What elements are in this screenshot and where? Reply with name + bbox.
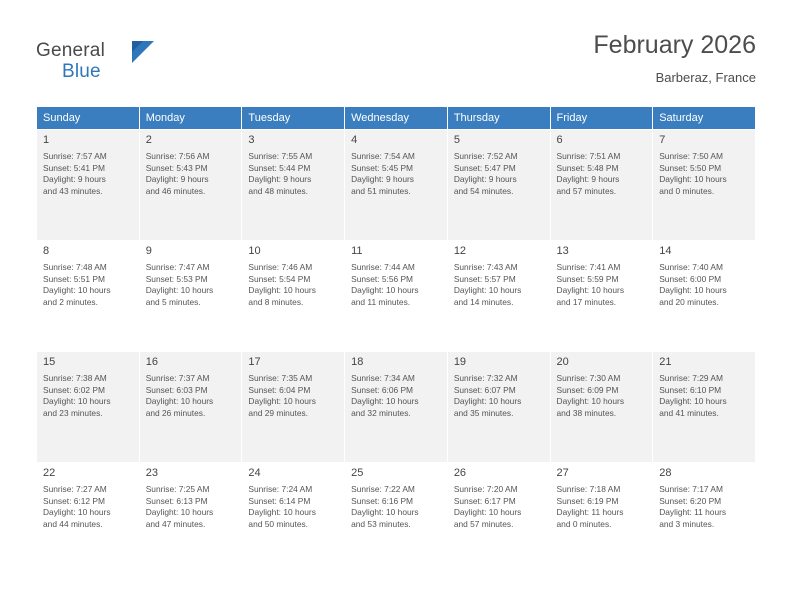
weekday-header-sunday: Sunday [37, 107, 140, 130]
sunset-text: Sunset: 6:20 PM [659, 495, 722, 506]
sunset-text: Sunset: 5:57 PM [453, 273, 516, 284]
weekday-header-tuesday: Tuesday [242, 107, 345, 130]
daylight-text-line2: and 32 minutes. [351, 407, 411, 418]
sunset-text: Sunset: 5:47 PM [453, 162, 516, 173]
day-number: 4 [351, 134, 358, 146]
day-cell [37, 130, 140, 241]
sunset-text: Sunset: 6:09 PM [556, 384, 619, 395]
day-cell [345, 352, 448, 463]
day-number: 3 [248, 134, 255, 146]
daylight-text-line1: Daylight: 10 hours [145, 285, 214, 296]
sunset-text: Sunset: 6:06 PM [351, 384, 414, 395]
daylight-text-line2: and 17 minutes. [556, 296, 617, 307]
daylight-text-line1: Daylight: 10 hours [248, 507, 316, 518]
day-number: 11 [351, 245, 363, 257]
daylight-text-line2: and 41 minutes. [659, 407, 719, 418]
weekday-header-thursday: Thursday [447, 107, 550, 130]
day-details [248, 151, 338, 197]
daylight-text-line2: and 0 minutes. [659, 185, 715, 196]
daylight-text-line2: and 23 minutes. [43, 407, 103, 418]
sunset-text: Sunset: 6:17 PM [453, 495, 516, 506]
day-cell [139, 352, 242, 463]
sunrise-text: Sunrise: 7:46 AM [248, 262, 313, 272]
daylight-text-line1: Daylight: 10 hours [145, 396, 214, 407]
day-details [43, 373, 133, 419]
day-details [43, 262, 133, 308]
daylight-text-line2: and 48 minutes. [248, 185, 309, 196]
sunrise-text: Sunrise: 7:54 AM [351, 151, 415, 161]
day-details [557, 373, 647, 419]
day-cell [653, 130, 756, 241]
sunset-text: Sunset: 5:54 PM [248, 273, 311, 284]
day-number: 13 [556, 245, 569, 257]
sunrise-text: Sunrise: 7:41 AM [556, 262, 621, 272]
sunrise-text: Sunrise: 7:51 AM [556, 151, 621, 161]
calendar-week-row [37, 352, 756, 463]
day-details [248, 262, 338, 308]
day-cell [345, 241, 448, 352]
sunrise-text: Sunrise: 7:22 AM [351, 484, 415, 494]
logo-triangle-dark-icon [132, 41, 143, 52]
daylight-text-line1: Daylight: 10 hours [453, 396, 522, 407]
title-block [593, 30, 756, 85]
daylight-text-line2: and 51 minutes. [351, 185, 411, 196]
day-details [557, 151, 647, 197]
location-subtitle: Barberaz, France [655, 70, 756, 85]
day-number: 9 [145, 245, 152, 257]
day-details [351, 151, 441, 197]
daylight-text-line1: Daylight: 9 hours [556, 174, 620, 185]
day-number: 20 [556, 356, 569, 368]
day-details [248, 484, 338, 530]
sunset-text: Sunset: 6:16 PM [351, 495, 414, 506]
sunset-text: Sunset: 6:19 PM [556, 495, 619, 506]
day-details [454, 484, 544, 530]
day-cell [37, 352, 140, 463]
sunset-text: Sunset: 6:02 PM [43, 384, 105, 395]
day-number: 23 [145, 467, 158, 479]
daylight-text-line2: and 20 minutes. [659, 296, 719, 307]
day-number: 22 [43, 467, 56, 479]
sunrise-text: Sunrise: 7:25 AM [145, 484, 210, 494]
day-cell [242, 130, 345, 241]
day-number: 25 [351, 467, 364, 479]
page-title: February 2026 [593, 31, 756, 59]
sunset-text: Sunset: 6:04 PM [248, 384, 311, 395]
daylight-text-line2: and 3 minutes. [659, 518, 715, 529]
daylight-text-line1: Daylight: 10 hours [556, 285, 625, 296]
daylight-text-line2: and 44 minutes. [43, 518, 103, 529]
day-details [557, 484, 647, 530]
weekday-header-saturday: Saturday [653, 107, 756, 130]
sunset-text: Sunset: 5:44 PM [248, 162, 311, 173]
daylight-text-line2: and 54 minutes. [453, 185, 514, 196]
day-details [659, 484, 749, 530]
sunset-text: Sunset: 6:00 PM [659, 273, 722, 284]
sunrise-text: Sunrise: 7:44 AM [351, 262, 415, 272]
weekday-header-wednesday: Wednesday [345, 107, 448, 130]
day-details [454, 262, 544, 308]
day-details [43, 151, 133, 197]
daylight-text-line1: Daylight: 10 hours [248, 285, 316, 296]
day-number: 5 [453, 134, 460, 146]
daylight-text-line1: Daylight: 10 hours [556, 396, 625, 407]
day-number: 19 [453, 356, 467, 368]
sunrise-text: Sunrise: 7:27 AM [43, 484, 107, 494]
daylight-text-line1: Daylight: 10 hours [351, 507, 419, 518]
day-details [659, 373, 749, 419]
sunset-text: Sunset: 6:03 PM [145, 384, 208, 395]
daylight-text-line2: and 2 minutes. [43, 296, 98, 307]
sunrise-text: Sunrise: 7:18 AM [556, 484, 621, 494]
daylight-text-line1: Daylight: 10 hours [43, 396, 111, 407]
calendar-week-row [37, 241, 756, 352]
sunrise-text: Sunrise: 7:48 AM [43, 262, 107, 272]
page-header [36, 30, 756, 92]
daylight-text-line1: Daylight: 10 hours [659, 285, 727, 296]
day-cell [37, 241, 140, 352]
sunset-text: Sunset: 5:45 PM [351, 162, 414, 173]
daylight-text-line2: and 57 minutes. [556, 185, 617, 196]
calendar-week-row [37, 463, 756, 574]
sunset-text: Sunset: 6:07 PM [453, 384, 516, 395]
sunset-text: Sunset: 5:53 PM [145, 273, 208, 284]
daylight-text-line2: and 50 minutes. [248, 518, 309, 529]
sunrise-text: Sunrise: 7:56 AM [145, 151, 210, 161]
day-details [557, 262, 647, 308]
daylight-text-line2: and 29 minutes. [248, 407, 309, 418]
day-cell [242, 463, 345, 574]
sunset-text: Sunset: 6:14 PM [248, 495, 311, 506]
daylight-text-line2: and 35 minutes. [453, 407, 514, 418]
daylight-text-line1: Daylight: 10 hours [659, 396, 727, 407]
day-number: 24 [248, 467, 261, 479]
day-details [146, 373, 236, 419]
day-cell [242, 241, 345, 352]
calendar-week-row [37, 130, 756, 241]
sunrise-text: Sunrise: 7:24 AM [248, 484, 313, 494]
day-cell [345, 130, 448, 241]
day-cell [242, 352, 345, 463]
daylight-text-line2: and 57 minutes. [453, 518, 514, 529]
day-number: 12 [453, 245, 467, 257]
daylight-text-line1: Daylight: 10 hours [145, 507, 214, 518]
day-number: 15 [43, 356, 56, 368]
sunset-text: Sunset: 6:10 PM [659, 384, 722, 395]
day-cell [139, 463, 242, 574]
day-number: 26 [453, 467, 467, 479]
daylight-text-line1: Daylight: 10 hours [351, 396, 419, 407]
daylight-text-line2: and 8 minutes. [248, 296, 304, 307]
weekday-header-monday: Monday [139, 107, 242, 130]
calendar-header-row [37, 107, 756, 130]
daylight-text-line2: and 11 minutes. [351, 296, 411, 307]
daylight-text-line1: Daylight: 10 hours [453, 285, 522, 296]
day-cell [139, 241, 242, 352]
day-number: 21 [659, 356, 672, 368]
day-details [248, 373, 338, 419]
day-details [454, 151, 544, 197]
sunset-text: Sunset: 5:48 PM [556, 162, 619, 173]
daylight-text-line2: and 46 minutes. [145, 185, 206, 196]
sunset-text: Sunset: 6:12 PM [43, 495, 105, 506]
day-cell [447, 463, 550, 574]
daylight-text-line2: and 0 minutes. [556, 518, 612, 529]
daylight-text-line2: and 47 minutes. [145, 518, 206, 529]
day-cell [550, 463, 653, 574]
sunrise-text: Sunrise: 7:55 AM [248, 151, 313, 161]
sunrise-text: Sunrise: 7:52 AM [453, 151, 518, 161]
sunrise-text: Sunrise: 7:29 AM [659, 373, 723, 383]
day-cell [447, 241, 550, 352]
daylight-text-line1: Daylight: 9 hours [43, 174, 106, 185]
day-cell [37, 463, 140, 574]
daylight-text-line1: Daylight: 10 hours [453, 507, 522, 518]
logo [36, 40, 176, 90]
day-cell [550, 130, 653, 241]
day-number: 18 [351, 356, 364, 368]
day-number: 2 [145, 134, 152, 146]
day-number: 10 [248, 245, 261, 257]
daylight-text-line1: Daylight: 11 hours [659, 507, 727, 518]
daylight-text-line1: Daylight: 9 hours [248, 174, 312, 185]
sunrise-text: Sunrise: 7:35 AM [248, 373, 313, 383]
logo-text-general: General [36, 40, 105, 61]
sunrise-text: Sunrise: 7:20 AM [453, 484, 518, 494]
day-details [351, 484, 441, 530]
day-number: 17 [248, 356, 261, 368]
daylight-text-line1: Daylight: 9 hours [145, 174, 209, 185]
sunrise-text: Sunrise: 7:57 AM [43, 151, 107, 161]
day-cell [139, 130, 242, 241]
day-number: 28 [659, 467, 672, 479]
day-details [146, 262, 236, 308]
daylight-text-line1: Daylight: 11 hours [556, 507, 624, 518]
daylight-text-line2: and 14 minutes. [453, 296, 514, 307]
day-number: 27 [556, 467, 569, 479]
daylight-text-line2: and 26 minutes. [145, 407, 206, 418]
daylight-text-line2: and 5 minutes. [145, 296, 201, 307]
day-number: 6 [556, 134, 563, 146]
sunrise-text: Sunrise: 7:32 AM [453, 373, 518, 383]
sunset-text: Sunset: 5:50 PM [659, 162, 722, 173]
day-details [146, 151, 236, 197]
day-number: 7 [659, 134, 666, 146]
day-cell [653, 463, 756, 574]
day-number: 8 [43, 245, 50, 257]
day-cell [447, 352, 550, 463]
day-cell [550, 352, 653, 463]
day-details [659, 151, 749, 197]
weekday-header-friday: Friday [550, 107, 653, 130]
day-cell [550, 241, 653, 352]
day-details [43, 484, 133, 530]
day-number: 14 [659, 245, 672, 257]
day-number: 16 [145, 356, 158, 368]
sunrise-text: Sunrise: 7:37 AM [145, 373, 210, 383]
sunset-text: Sunset: 5:56 PM [351, 273, 414, 284]
day-details [351, 373, 441, 419]
day-cell [653, 241, 756, 352]
day-details [146, 484, 236, 530]
sunset-text: Sunset: 5:43 PM [145, 162, 208, 173]
day-details [659, 262, 749, 308]
daylight-text-line2: and 53 minutes. [351, 518, 411, 529]
daylight-text-line2: and 43 minutes. [43, 185, 103, 196]
daylight-text-line1: Daylight: 10 hours [43, 507, 111, 518]
daylight-text-line1: Daylight: 9 hours [453, 174, 517, 185]
sunset-text: Sunset: 5:59 PM [556, 273, 619, 284]
sunset-text: Sunset: 5:51 PM [43, 273, 105, 284]
sunrise-sunset-calendar [36, 106, 756, 574]
sunset-text: Sunset: 6:13 PM [145, 495, 208, 506]
day-cell [345, 463, 448, 574]
sunrise-text: Sunrise: 7:34 AM [351, 373, 415, 383]
day-cell [653, 352, 756, 463]
day-details [351, 262, 441, 308]
sunset-text: Sunset: 5:41 PM [43, 162, 105, 173]
sunrise-text: Sunrise: 7:40 AM [659, 262, 723, 272]
daylight-text-line1: Daylight: 10 hours [43, 285, 111, 296]
sunrise-text: Sunrise: 7:30 AM [556, 373, 621, 383]
daylight-text-line1: Daylight: 10 hours [351, 285, 419, 296]
daylight-text-line1: Daylight: 9 hours [351, 174, 414, 185]
logo-text-blue: Blue [62, 61, 101, 82]
day-details [454, 373, 544, 419]
sunrise-text: Sunrise: 7:17 AM [659, 484, 723, 494]
day-number: 1 [43, 134, 50, 146]
day-cell [447, 130, 550, 241]
daylight-text-line2: and 38 minutes. [556, 407, 617, 418]
sunrise-text: Sunrise: 7:38 AM [43, 373, 107, 383]
daylight-text-line1: Daylight: 10 hours [659, 174, 727, 185]
sunrise-text: Sunrise: 7:47 AM [145, 262, 210, 272]
daylight-text-line1: Daylight: 10 hours [248, 396, 316, 407]
sunrise-text: Sunrise: 7:50 AM [659, 151, 723, 161]
sunrise-text: Sunrise: 7:43 AM [453, 262, 518, 272]
